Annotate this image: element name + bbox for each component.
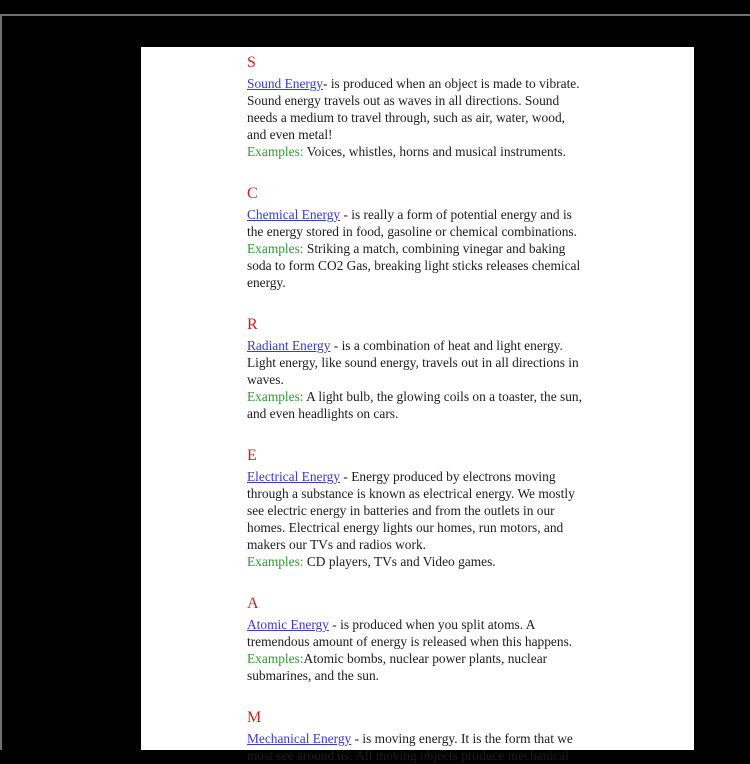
- window-left-border: [0, 14, 2, 750]
- examples-text: Voices, whistles, horns and musical instruments.: [303, 144, 566, 159]
- body-line: needs a medium to travel through, such as air, water, wood,: [247, 110, 565, 125]
- section-letter: C: [247, 185, 258, 202]
- section-letter: S: [247, 54, 256, 71]
- body-text: - is produced when an object is made to vibrate.: [323, 76, 580, 91]
- examples-line: energy.: [247, 275, 286, 290]
- energy-link-c[interactable]: Chemical Energy: [247, 207, 341, 222]
- body-line: [247, 206, 694, 223]
- document-page: [141, 47, 694, 763]
- body-text: - is moving energy. It is the form that we: [351, 731, 573, 746]
- body-text: - is produced when you split atoms. A: [328, 617, 536, 632]
- body-text: - Energy produced by electrons moving: [340, 469, 556, 484]
- body-line: [247, 730, 694, 747]
- section-letter: E: [247, 447, 257, 464]
- body-line: [247, 75, 694, 92]
- body-line: through a substance is known as electrical energy. We mostly: [247, 486, 575, 501]
- body-line: Light energy, like sound energy, travels out in all directions in: [247, 355, 579, 370]
- examples-line: [247, 650, 694, 667]
- examples-label: Examples:: [247, 241, 304, 256]
- examples-text: Striking a match, combining vinegar and baking: [303, 241, 566, 256]
- energy-section-e: [247, 446, 694, 570]
- body-line: [247, 468, 694, 485]
- examples-line: [247, 388, 694, 405]
- body-line: [247, 337, 694, 354]
- examples-text: CD players, TVs and Video games.: [303, 554, 496, 569]
- body-line: homes. Electrical energy lights our homes, run motors, and: [247, 520, 564, 535]
- body-line: and even metal!: [247, 127, 333, 142]
- energy-section-r: [247, 315, 694, 422]
- energy-section-a: [247, 594, 694, 684]
- window-top-border: [0, 14, 750, 16]
- body-line: most see around us. All moving objects produce mechanical: [247, 748, 569, 763]
- examples-line: [247, 240, 694, 257]
- section-letter: A: [247, 595, 259, 612]
- examples-line: submarines, and the sun.: [247, 668, 380, 683]
- examples-label: Examples:: [247, 144, 304, 159]
- body-line: [247, 616, 694, 633]
- energy-section-s: [247, 53, 694, 160]
- body-text: - is really a form of potential energy and is: [340, 207, 572, 222]
- section-letter: R: [247, 316, 258, 333]
- sections-container: [141, 47, 694, 764]
- body-line: Sound energy travels out as waves in all directions. Sound: [247, 93, 560, 108]
- body-line: waves.: [247, 372, 284, 387]
- body-line: see electric energy in batteries and from the outlets in our: [247, 503, 555, 518]
- body-line: makers our TVs and radios work.: [247, 537, 427, 552]
- section-letter: M: [247, 709, 262, 726]
- body-line: the energy stored in food, gasoline or chemical combinations.: [247, 224, 577, 239]
- energy-link-a[interactable]: Atomic Energy: [247, 617, 329, 632]
- energy-section-c: [247, 184, 694, 291]
- examples-label: Examples:: [247, 651, 304, 666]
- energy-link-s[interactable]: Sound Energy: [247, 76, 324, 91]
- examples-text: Atomic bombs, nuclear power plants, nuclear: [303, 651, 548, 666]
- examples-label: Examples:: [247, 389, 304, 404]
- energy-link-e[interactable]: Electrical Energy: [247, 469, 341, 484]
- energy-section-m: [247, 708, 694, 764]
- examples-text: A light bulb, the glowing coils on a toaster, the sun,: [303, 389, 582, 404]
- examples-line: soda to form CO2 Gas, breaking light sticks releases chemical: [247, 258, 581, 273]
- examples-label: Examples:: [247, 554, 304, 569]
- energy-link-r[interactable]: Radiant Energy: [247, 338, 331, 353]
- examples-line: [247, 143, 694, 160]
- body-text: - is a combination of heat and light energy.: [330, 338, 563, 353]
- examples-line: [247, 553, 694, 570]
- examples-line: and even headlights on cars.: [247, 406, 399, 421]
- body-line: tremendous amount of energy is released when this happens.: [247, 634, 573, 649]
- energy-link-m[interactable]: Mechanical Energy: [247, 731, 352, 746]
